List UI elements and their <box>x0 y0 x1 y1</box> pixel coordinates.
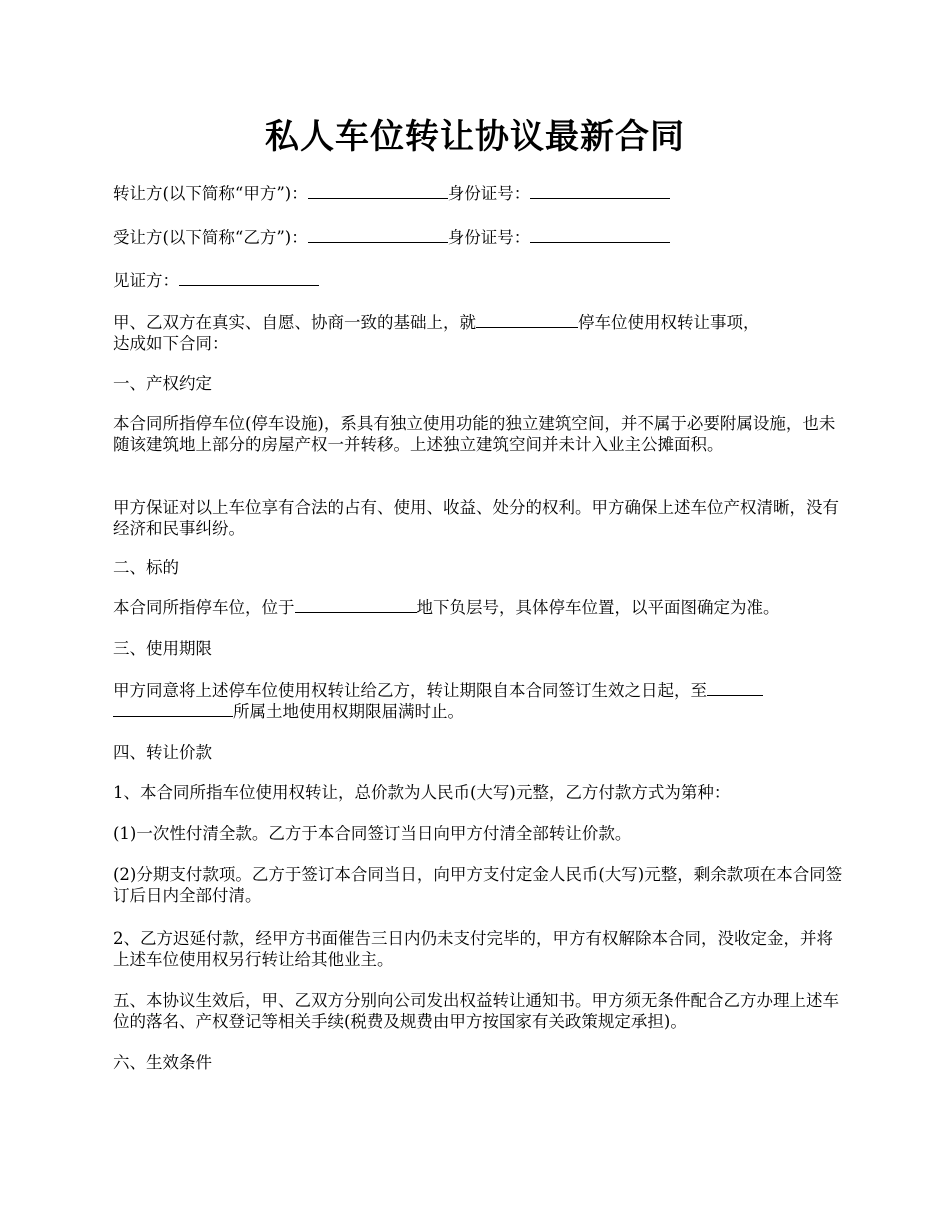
intro-text-2: 停车位使用权转让事项， <box>578 313 760 332</box>
section-1-paragraph-2: 甲方保证对以上车位享有合法的占有、使用、收益、处分的权利。甲方确保上述车位产权清晰，没有经济和民事纠纷。 <box>113 498 839 538</box>
section-4-option-1: (1)一次性付清全款。乙方于本合同签订当日向甲方付清全部转让价款。 <box>113 824 632 843</box>
section-4-option-2: (2)分期支付款项。乙方于签订本合同当日，向甲方支付定金人民币(大写)元整，剩余款项在本合同签订后日内全部付清。 <box>113 865 843 905</box>
section-3-text-b: 所属土地使用权期限届满时止。 <box>233 702 464 721</box>
section-1-heading: 一、产权约定 <box>113 374 212 393</box>
party-b-line <box>113 227 843 248</box>
intro-line-2: 达成如下合同： <box>113 334 229 353</box>
section-2-paragraph <box>113 597 843 618</box>
party-a-id-label: 身份证号： <box>447 184 531 203</box>
section-2-text-b: 地下负层号，具体停车位置，以平面图确定为准。 <box>416 598 780 617</box>
party-b-id-blank[interactable] <box>530 228 670 243</box>
intro-line-1 <box>113 312 843 333</box>
witness-label: 见证方： <box>113 271 179 290</box>
section-3-heading: 三、使用期限 <box>113 639 212 658</box>
witness-line <box>113 270 843 291</box>
section-4-item-2: 2、乙方迟延付款，经甲方书面催告三日内仍未支付完毕的，甲方有权解除本合同，没收定金，并将上述车位使用权另行转让给其他业主。 <box>113 929 833 969</box>
section-5-paragraph: 五、本协议生效后，甲、乙双方分别向公司发出权益转让通知书。甲方须无条件配合乙方办理上述车位的落名、产权登记等相关手续(税费及规费由甲方按国家有关政策规定承担)。 <box>113 991 839 1031</box>
party-a-id-blank[interactable] <box>530 184 670 199</box>
section-3-line-2 <box>113 701 843 722</box>
party-b-id-label: 身份证号： <box>447 228 531 247</box>
intro-text-1: 甲、乙双方在真实、自愿、协商一致的基础上，就 <box>113 313 476 332</box>
party-b-label: 受让方(以下简称“乙方”)： <box>113 228 308 247</box>
witness-blank[interactable] <box>179 271 319 286</box>
party-b-name-blank[interactable] <box>308 228 448 243</box>
section-2-text-a: 本合同所指停车位，位于 <box>113 598 295 617</box>
intro-location-blank[interactable] <box>476 313 578 328</box>
section-1-paragraph-1: 本合同所指停车位(停车设施)，系具有独立使用功能的独立建筑空间，并不属于必要附属设施，也未随该建筑地上部分的房屋产权一并转移。上述独立建筑空间并未计入业主公摊面积。 <box>113 414 836 454</box>
party-a-name-blank[interactable] <box>308 184 448 199</box>
section-3-line-1 <box>113 680 843 701</box>
section-6-heading: 六、生效条件 <box>113 1053 212 1072</box>
term-blank-1[interactable] <box>707 681 763 696</box>
section-2-heading: 二、标的 <box>113 558 179 577</box>
section-4-heading: 四、转让价款 <box>113 743 212 762</box>
section-3-text-a: 甲方同意将上述停车位使用权转让给乙方，转让期限自本合同签订生效之日起，至 <box>113 681 707 700</box>
location-blank[interactable] <box>295 598 417 613</box>
document-title: 私人车位转让协议最新合同 <box>265 117 685 157</box>
section-4-item-1: 1、本合同所指车位使用权转让，总价款为人民币(大写)元整，乙方付款方式为第种： <box>113 783 731 802</box>
party-a-label: 转让方(以下简称“甲方”)： <box>113 184 308 203</box>
party-a-line <box>113 183 843 204</box>
term-blank-2[interactable] <box>113 702 233 717</box>
